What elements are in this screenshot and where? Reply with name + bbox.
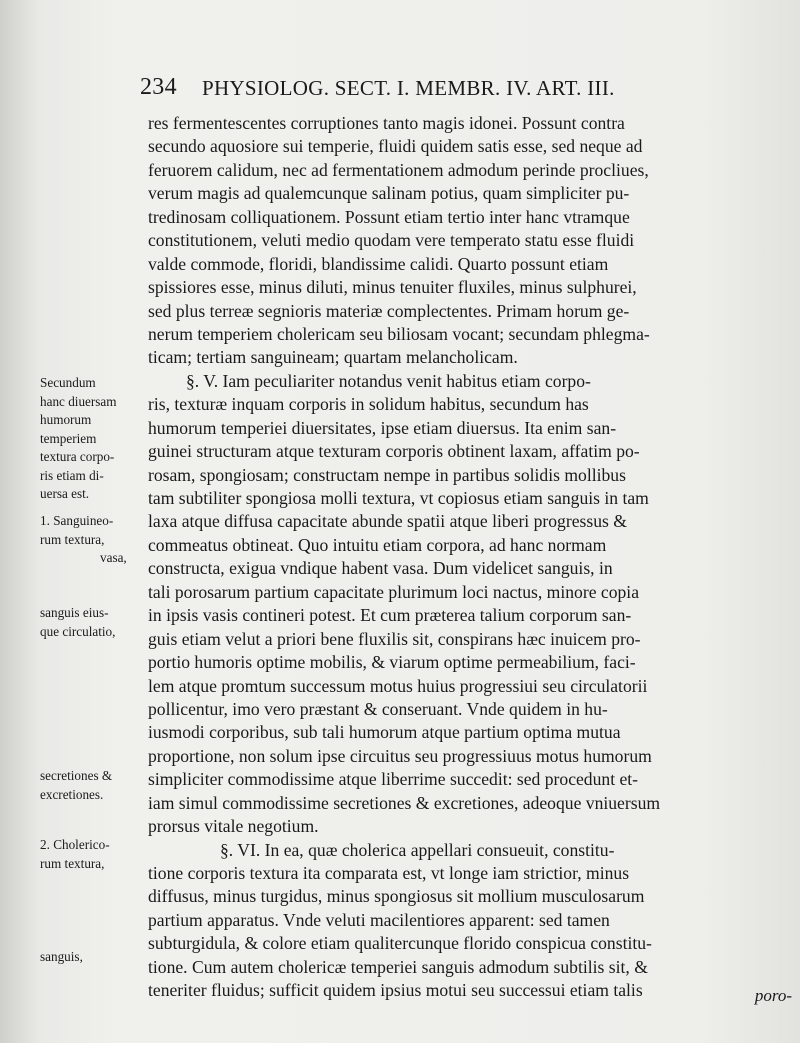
text-line: guinei structuram atque texturam corporis obtinent laxam, affatim po-	[148, 441, 640, 462]
margin-line: textura corpo-	[40, 449, 115, 464]
margin-line: uersa est.	[40, 486, 90, 501]
margin-note	[40, 374, 144, 504]
text-line: commeatus obtineat. Quo intuitu etiam corpora, ad hanc normam	[148, 534, 607, 555]
text-line: constitutionem, veluti medio quodam vere temperato statu esse fluidi	[148, 230, 635, 251]
text-line: humorum temperiei diuersitates, ipse etiam diuersus. Ita enim san-	[148, 417, 617, 438]
margin-line: hanc diuersam	[40, 393, 117, 409]
text-line: constructa, exigua vndique habent vasa. Dum videlicet sanguis, in	[148, 558, 613, 579]
margin-line: rum textura,	[40, 531, 105, 547]
catchword: poro-	[754, 986, 792, 1005]
margin-line: 1. Sanguineo-	[40, 513, 114, 528]
margin-line: rum textura,	[40, 855, 105, 871]
margin-line: sanguis eius-	[40, 605, 109, 620]
text-line: feruorem calidum, nec ad fermentationem admodum perinde procliues,	[148, 159, 649, 180]
main-text	[148, 112, 788, 1003]
margin-line: ris etiam di-	[40, 467, 104, 483]
text-line: tali porosarum partium capacitate plurimum loci nactus, minore copia	[148, 581, 640, 602]
running-header	[140, 68, 660, 108]
text-line: simpliciter commodissime atque liberrime succedit: sed procedunt et-	[148, 769, 639, 790]
text-line: partium apparatus. Vnde veluti macilentiores apparent: sed tamen	[148, 909, 610, 930]
text-line: tione. Cum autem cholericæ temperiei sanguis admodum subtilis sit, &	[148, 956, 648, 977]
text-line: iam simul commodissime secretiones & excretiones, adeoque vniuersum	[148, 792, 661, 813]
text-line: secundo aquosiore sui temperie, fluidi quidem satis esse, sed neque ad	[148, 136, 643, 157]
margin-note	[40, 836, 144, 873]
text-line: in ipsis vasis contineri potest. Et cum præterea talium corporum san-	[148, 605, 632, 626]
text-line: pollicentur, imo vero præstant & conseruant. Vnde quidem in hu-	[148, 698, 608, 719]
margin-note	[40, 948, 144, 967]
text-line: prorsus vitale negotium.	[148, 816, 319, 837]
text-line: ris, texturæ inquam corporis in solidum habitus, secundum has	[148, 394, 589, 415]
text-line: sed plus terreæ segnioris materiæ complectentes. Primam horum ge-	[148, 300, 630, 321]
margin-line: que circulatio,	[40, 623, 116, 639]
text-line: laxa atque diffusa capacitate abunde spatii atque liberi progressus &	[148, 511, 627, 532]
text-line: ticam; tertiam sanguineam; quartam melancholicam.	[148, 347, 518, 368]
margin-note	[40, 604, 144, 641]
text-line: spissiores esse, minus diluti, minus tenuiter fluxiles, minus sulphurei,	[148, 277, 637, 298]
text-line: tione corporis textura ita comparata est, vt longe iam strictior, minus	[148, 863, 630, 883]
margin-line: temperiem	[40, 430, 97, 446]
margin-line: humorum	[40, 412, 92, 427]
text-line: rosam, spongiosam; constructam nempe in partibus solidis mollibus	[148, 464, 626, 485]
margin-line: 2. Cholerico-	[40, 837, 110, 852]
margin-line: secretiones &	[40, 768, 113, 783]
margin-note	[40, 767, 144, 804]
margin-line: sanguis,	[40, 949, 83, 964]
text-line: lem atque promtum successum motus huius progressiui seu circulatorii	[148, 675, 648, 696]
text-line: portio humoris optime mobilis, & viarum optime permeabilium, faci-	[148, 652, 636, 673]
text-line: §. V. Iam peculiariter notandus venit habitus etiam corpo-	[186, 370, 591, 391]
margin-note	[40, 512, 144, 568]
page-number: 234	[140, 74, 177, 100]
text-line: valde commode, floridi, blandissime calidi. Quarto possunt etiam	[148, 253, 609, 274]
text-line: verum magis ad qualemcunque salinam potius, quam simpliciter pu-	[148, 183, 630, 204]
text-line: guis etiam velut a priori bene fluxilis sit, conspirans hæc inuicem pro-	[148, 628, 641, 649]
text-line: teneriter fluidus; sufficit quidem ipsius motui seu successui etiam talis	[148, 980, 643, 1001]
text-line: nerum temperiem cholericam seu biliosam vocant; secundam phlegma-	[148, 323, 650, 344]
text-line: tam subtiliter spongiosa molli textura, vt copiosus etiam sanguis in tam	[148, 488, 649, 508]
text-line: tredinosam colliquationem. Possunt etiam tertio inter hanc vtramque	[148, 206, 630, 227]
text-line: §. VI. In ea, quæ cholerica appellari consueuit, constitu-	[220, 839, 615, 860]
text-line: subturgidula, & colore etiam qualitercunque florido conspicua constitu-	[148, 933, 652, 954]
margin-line: Secundum	[40, 375, 96, 390]
text-line: iusmodi corporibus, sub tali humorum atque partium optima mutua	[148, 722, 621, 743]
text-line: diffusus, minus turgidus, minus spongiosus sit mollium musculosarum	[148, 886, 645, 907]
margin-line: vasa,	[100, 550, 127, 565]
margin-line: excretiones.	[40, 786, 104, 802]
text-line: proportione, non solum ipse circuitus seu progressiuus motus humorum	[148, 745, 652, 766]
running-title: PHYSIOLOG. SECT. I. MEMBR. IV. ART. III.	[202, 76, 615, 100]
text-line: res fermentescentes corruptiones tanto magis idonei. Possunt contra	[148, 113, 625, 133]
